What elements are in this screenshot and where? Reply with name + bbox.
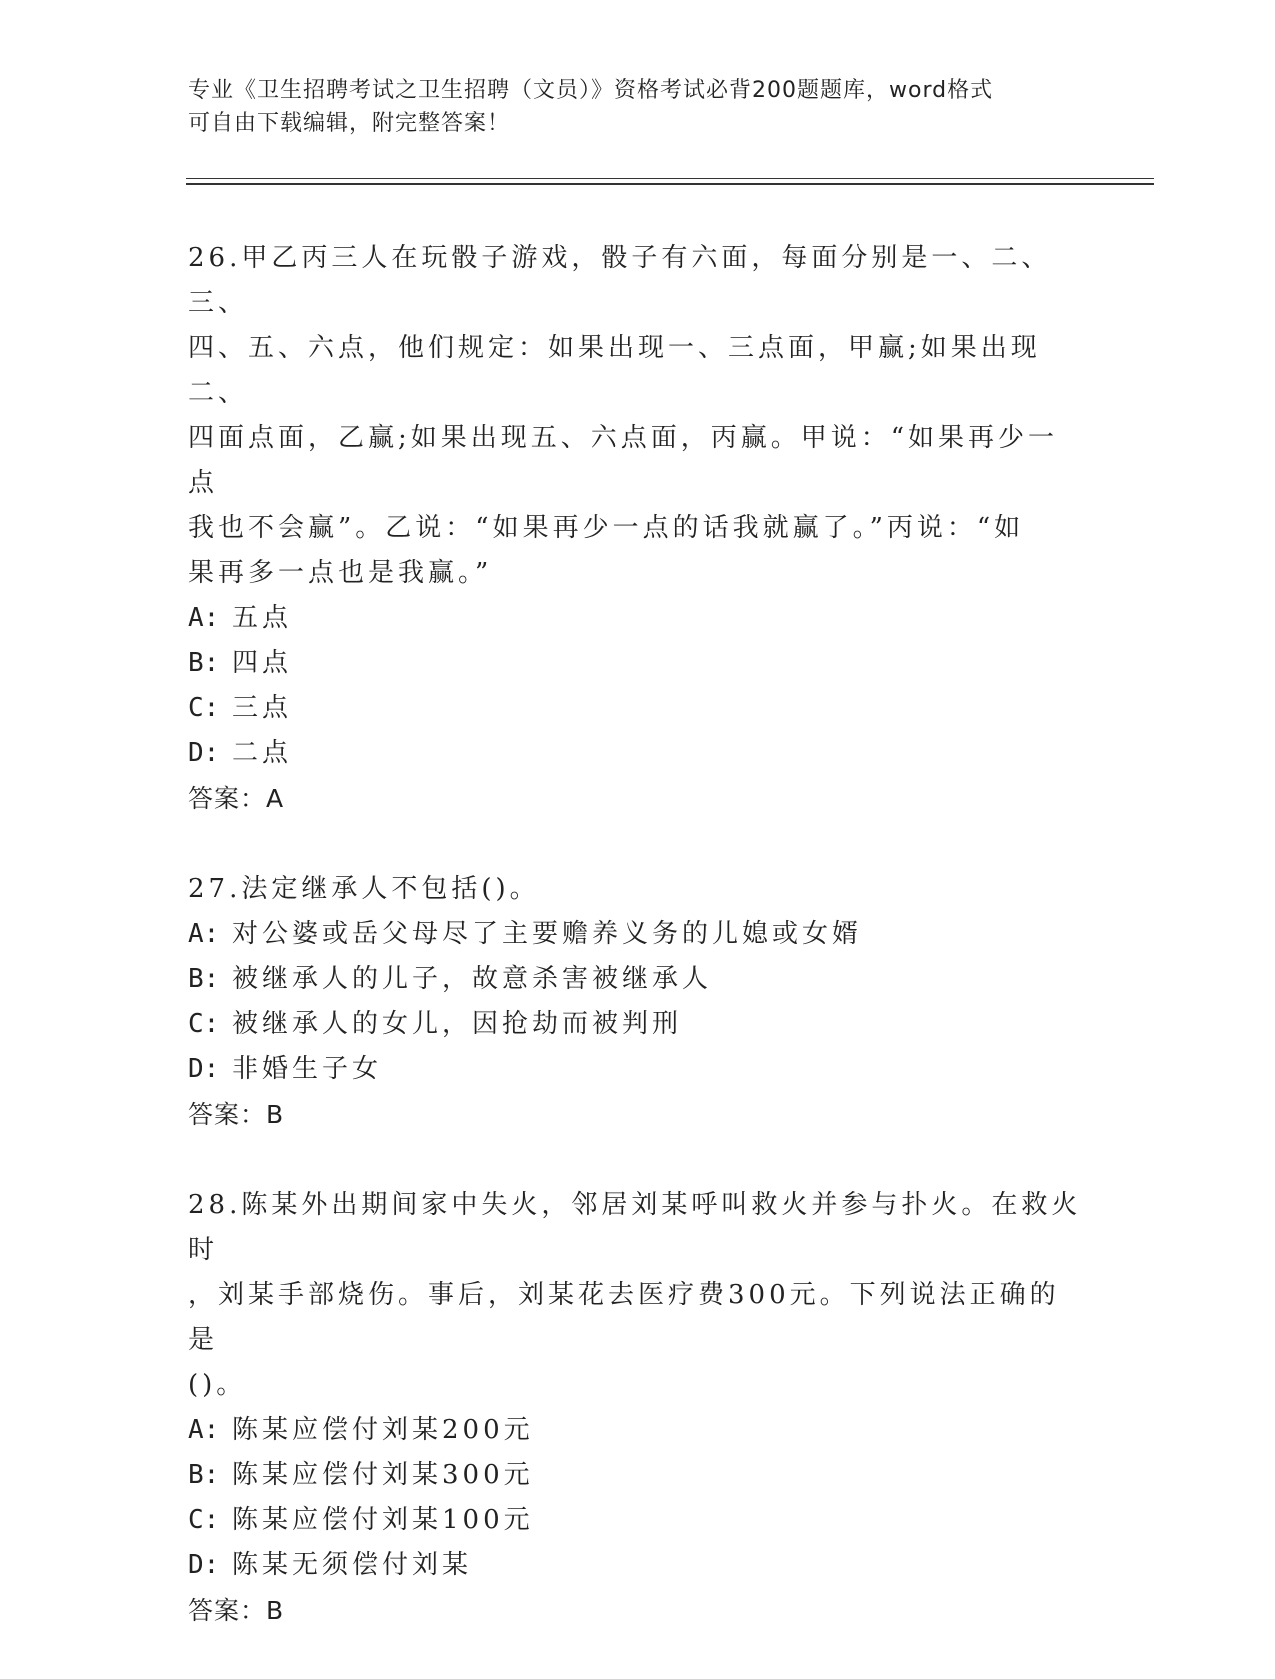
question-27 <box>188 867 1088 1137</box>
stem-line: 28.陈某外出期间家中失火，邻居刘某呼叫救火并参与扑火。在救火时 <box>188 1190 1082 1265</box>
document-header <box>188 74 1068 140</box>
option-b <box>188 1453 1088 1498</box>
option-letter: D: <box>188 1550 220 1580</box>
option-c <box>188 1002 1088 1047</box>
stem-line: 四、五、六点，他们规定：如果出现一、三点面，甲赢;如果出现二、 <box>188 333 1041 408</box>
option-d <box>188 1543 1088 1588</box>
option-text: 五点 <box>232 603 293 633</box>
header-line-1: 专业《卫生招聘考试之卫生招聘（文员）》资格考试必背200题题库，word格式 <box>188 78 994 103</box>
option-letter: D: <box>188 1054 220 1084</box>
option-text: 陈某应偿付刘某200元 <box>232 1415 534 1445</box>
option-letter: C: <box>188 1009 220 1039</box>
option-text: 二点 <box>232 738 293 768</box>
option-a <box>188 596 1088 641</box>
option-text: 四点 <box>232 648 293 678</box>
stem-line: 四面点面，乙赢;如果出现五、六点面，丙赢。甲说：“如果再少一点 <box>188 423 1059 498</box>
answer-line: 答案：B <box>188 1100 285 1129</box>
option-b <box>188 641 1088 686</box>
stem-line: 我也不会赢”。乙说：“如果再少一点的话我就赢了。”丙说：“如 <box>188 513 1025 543</box>
option-letter: C: <box>188 1505 220 1535</box>
option-text: 三点 <box>232 693 293 723</box>
option-letter: B: <box>188 964 220 994</box>
option-text: 对公婆或岳父母尽了主要赡养义务的儿媳或女婿 <box>232 919 863 949</box>
answer-line: 答案：A <box>188 784 285 813</box>
option-a <box>188 912 1088 957</box>
option-letter: B: <box>188 648 220 678</box>
option-letter: A: <box>188 1415 220 1445</box>
question-stem <box>188 867 1088 912</box>
header-line-2: 可自由下载编辑，附完整答案！ <box>188 111 511 136</box>
option-b <box>188 957 1088 1002</box>
option-text: 被继承人的女儿，因抢劫而被判刑 <box>232 1009 683 1039</box>
stem-line: ()。 <box>188 1370 247 1400</box>
stem-line: 果再多一点也是我赢。” <box>188 558 493 588</box>
option-letter: A: <box>188 919 220 949</box>
option-text: 陈某应偿付刘某100元 <box>232 1505 534 1535</box>
header-divider-thick <box>186 183 1154 185</box>
option-a <box>188 1408 1088 1453</box>
question-28 <box>188 1183 1088 1633</box>
stem-line: 27.法定继承人不包括()。 <box>188 874 540 904</box>
option-letter: B: <box>188 1460 220 1490</box>
option-c <box>188 1498 1088 1543</box>
option-d <box>188 731 1088 776</box>
option-letter: C: <box>188 693 220 723</box>
question-26 <box>188 236 1088 821</box>
option-text: 被继承人的儿子，故意杀害被继承人 <box>232 964 713 994</box>
option-letter: D: <box>188 738 220 768</box>
stem-line: 26.甲乙丙三人在玩骰子游戏，骰子有六面，每面分别是一、二、三、 <box>188 243 1052 318</box>
questions-list <box>188 236 1088 1679</box>
header-divider-thin <box>186 178 1154 179</box>
option-text: 陈某应偿付刘某300元 <box>232 1460 534 1490</box>
answer-line: 答案：B <box>188 1596 285 1625</box>
option-letter: A: <box>188 603 220 633</box>
option-text: 非婚生子女 <box>232 1054 383 1084</box>
question-stem <box>188 236 1088 596</box>
stem-line: ，刘某手部烧伤。事后，刘某花去医疗费300元。下列说法正确的是 <box>188 1280 1060 1355</box>
option-c <box>188 686 1088 731</box>
option-d <box>188 1047 1088 1092</box>
question-stem <box>188 1183 1088 1408</box>
option-text: 陈某无须偿付刘某 <box>232 1550 473 1580</box>
